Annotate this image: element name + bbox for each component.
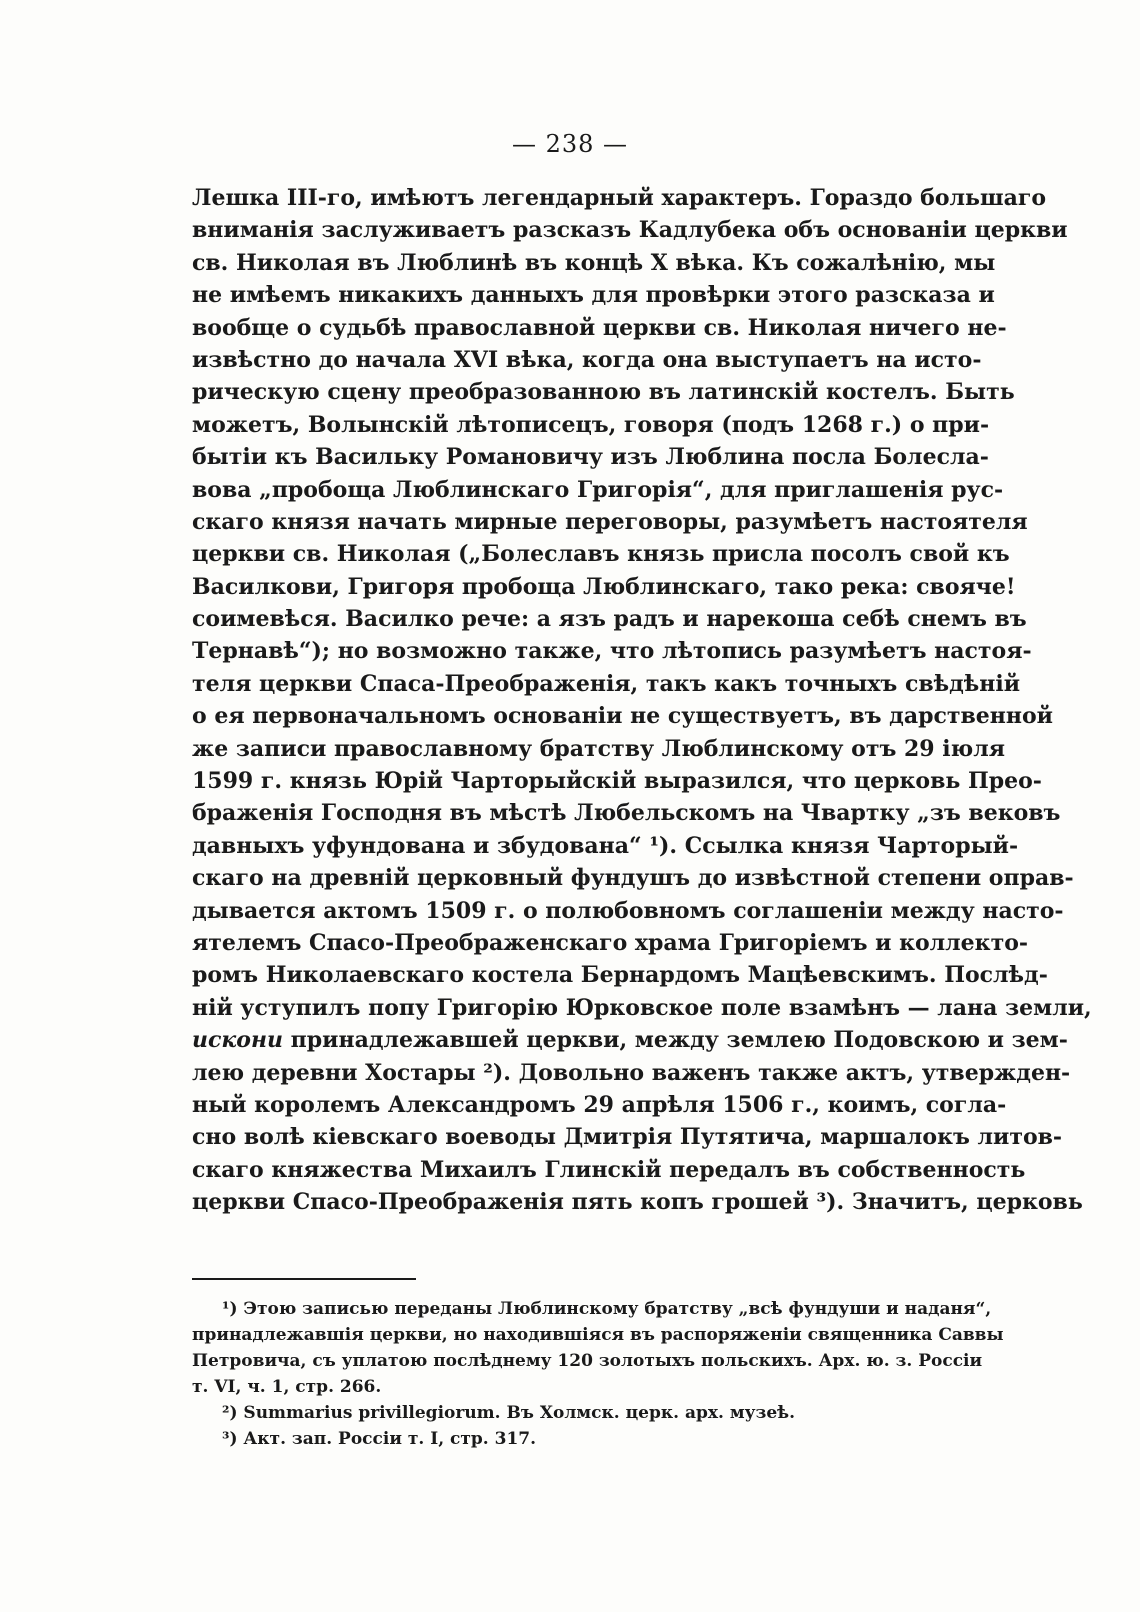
text-line: Тернавѣ“); но возможно также, что лѣтопись разумѣетъ настоя- <box>192 638 1032 665</box>
footnote-1-line-4: т. VI, ч. 1, стр. 266. <box>192 1377 382 1397</box>
text-line: искони принадлежавшей церкви, между землею Подовскою и зем- <box>192 1027 1068 1054</box>
text-line: вообще о судьбѣ православной церкви св. Николая ничего не- <box>192 314 1007 341</box>
footnote-3-text: Акт. зап. Россіи т. I, стр. 317. <box>243 1429 537 1449</box>
text-line: рическую сцену преобразованною въ латинскій костелъ. Быть <box>192 379 1015 406</box>
footnote-divider <box>192 1278 416 1280</box>
footnote-1-line-2: принадлежавшія церкви, но находившіяся въ распоряженіи священника Саввы <box>192 1325 1004 1345</box>
footnote-1-line-3: Петровича, съ уплатою послѣднему 120 золотыхъ польскихъ. Арх. ю. з. Россіи <box>192 1351 983 1371</box>
footnote-2-text: Summarius privillegiorum. Въ Холмск. церк. арх. музеѣ. <box>243 1403 796 1423</box>
text-line: св. Николая въ Люблинѣ въ концѣ X вѣка. Къ сожалѣнію, мы <box>192 249 996 276</box>
text-line: дывается актомъ 1509 г. о полюбовномъ соглашеніи между насто- <box>192 897 1064 924</box>
footnote-2-marker: ²) <box>222 1403 238 1423</box>
footnote-1 <box>192 1296 992 1322</box>
text-line: соимевѣся. Василко рече: а язъ радъ и нарекоша себѣ снемъ въ <box>192 606 1027 633</box>
text-line: скаго князя начать мирные переговоры, разумѣетъ настоятеля <box>192 508 1028 535</box>
body-text <box>192 182 1092 1219</box>
text-line: скаго княжества Михаилъ Глинскій передалъ въ собственность <box>192 1156 1026 1183</box>
text-line: о ея первоначальномъ основаніи не существуетъ, въ дарственной <box>192 703 1053 730</box>
text-line: вниманія заслуживаетъ разсказъ Кадлубека объ основаніи церкви <box>192 217 1068 244</box>
text-line: можетъ, Волынскій лѣтописецъ, говоря (подъ 1268 г.) о при- <box>192 411 990 438</box>
text-line: Лешка III-го, имѣютъ легендарный характеръ. Гораздо большаго <box>192 185 1047 211</box>
footnote-3-marker: ³) <box>222 1429 238 1449</box>
text-line: не имѣемъ никакихъ данныхъ для провѣрки этого разсказа и <box>192 282 995 309</box>
text-line: Василкови, Григоря пробоща Люблинскаго, тако река: свояче! <box>192 573 1016 600</box>
text-line: ній уступилъ попу Григорію Юрковское поле взамѣнъ — лана земли, <box>192 994 1092 1021</box>
text-line: церкви Спасо-Преображенія пять копъ грошей ³). Значитъ, церковь <box>192 1189 1083 1216</box>
text-line: церкви св. Николая („Болеславъ князь присла посолъ свой къ <box>192 541 1010 568</box>
text-line: же записи православному братству Люблинскому отъ 29 іюля <box>192 735 1005 762</box>
text-line: сно волѣ кіевскаго воеводы Дмитрія Путятича, маршалокъ литов- <box>192 1124 1063 1151</box>
footnote-1-marker: ¹) <box>222 1299 238 1319</box>
text-line: бытіи къ Васильку Романовичу изъ Люблина посла Болесла- <box>192 444 989 471</box>
footnote-3 <box>192 1426 938 1452</box>
page-number: — 238 — <box>511 130 629 158</box>
text-line: теля церкви Спаса-Преображенія, такъ какъ точныхъ свѣдѣній <box>192 670 1021 697</box>
text-line: скаго на древній церковный фундушъ до извѣстной степени оправ- <box>192 865 1074 892</box>
text-line: браженія Господня въ мѣстѣ Любельскомъ на Чвартку „зъ вековъ <box>192 800 1061 827</box>
text-line: ятелемъ Спасо-Преображенскаго храма Григоріемъ и коллекто- <box>192 929 1028 956</box>
text-line: вова „пробоща Люблинскаго Григорія“, для приглашенія рус- <box>192 476 1004 503</box>
footnote-1-line-1: Этою записью переданы Люблинскому братству „всѣ фундуши и наданя“, <box>243 1299 992 1319</box>
italic-word: искони <box>192 1027 283 1054</box>
text-line: ный королемъ Александромъ 29 апрѣля 1506 г., коимъ, согла- <box>192 1091 1007 1118</box>
text-line: давныхъ уфундована и збудована“ ¹). Ссылка князя Чарторый- <box>192 832 1019 859</box>
footnotes <box>192 1296 1004 1452</box>
footnote-2 <box>192 1400 938 1426</box>
text-line: 1599 г. князь Юрій Чарторыйскій выразился, что церковь Прео- <box>192 768 1042 795</box>
text-line: лею деревни Хостары ²). Довольно важенъ также актъ, утвержден- <box>192 1059 1071 1086</box>
text-line: извѣстно до начала XVI вѣка, когда она выступаетъ на исто- <box>192 346 982 373</box>
text-line: ромъ Николаевскаго костела Бернардомъ Мацѣевскимъ. Послѣд- <box>192 962 1048 989</box>
